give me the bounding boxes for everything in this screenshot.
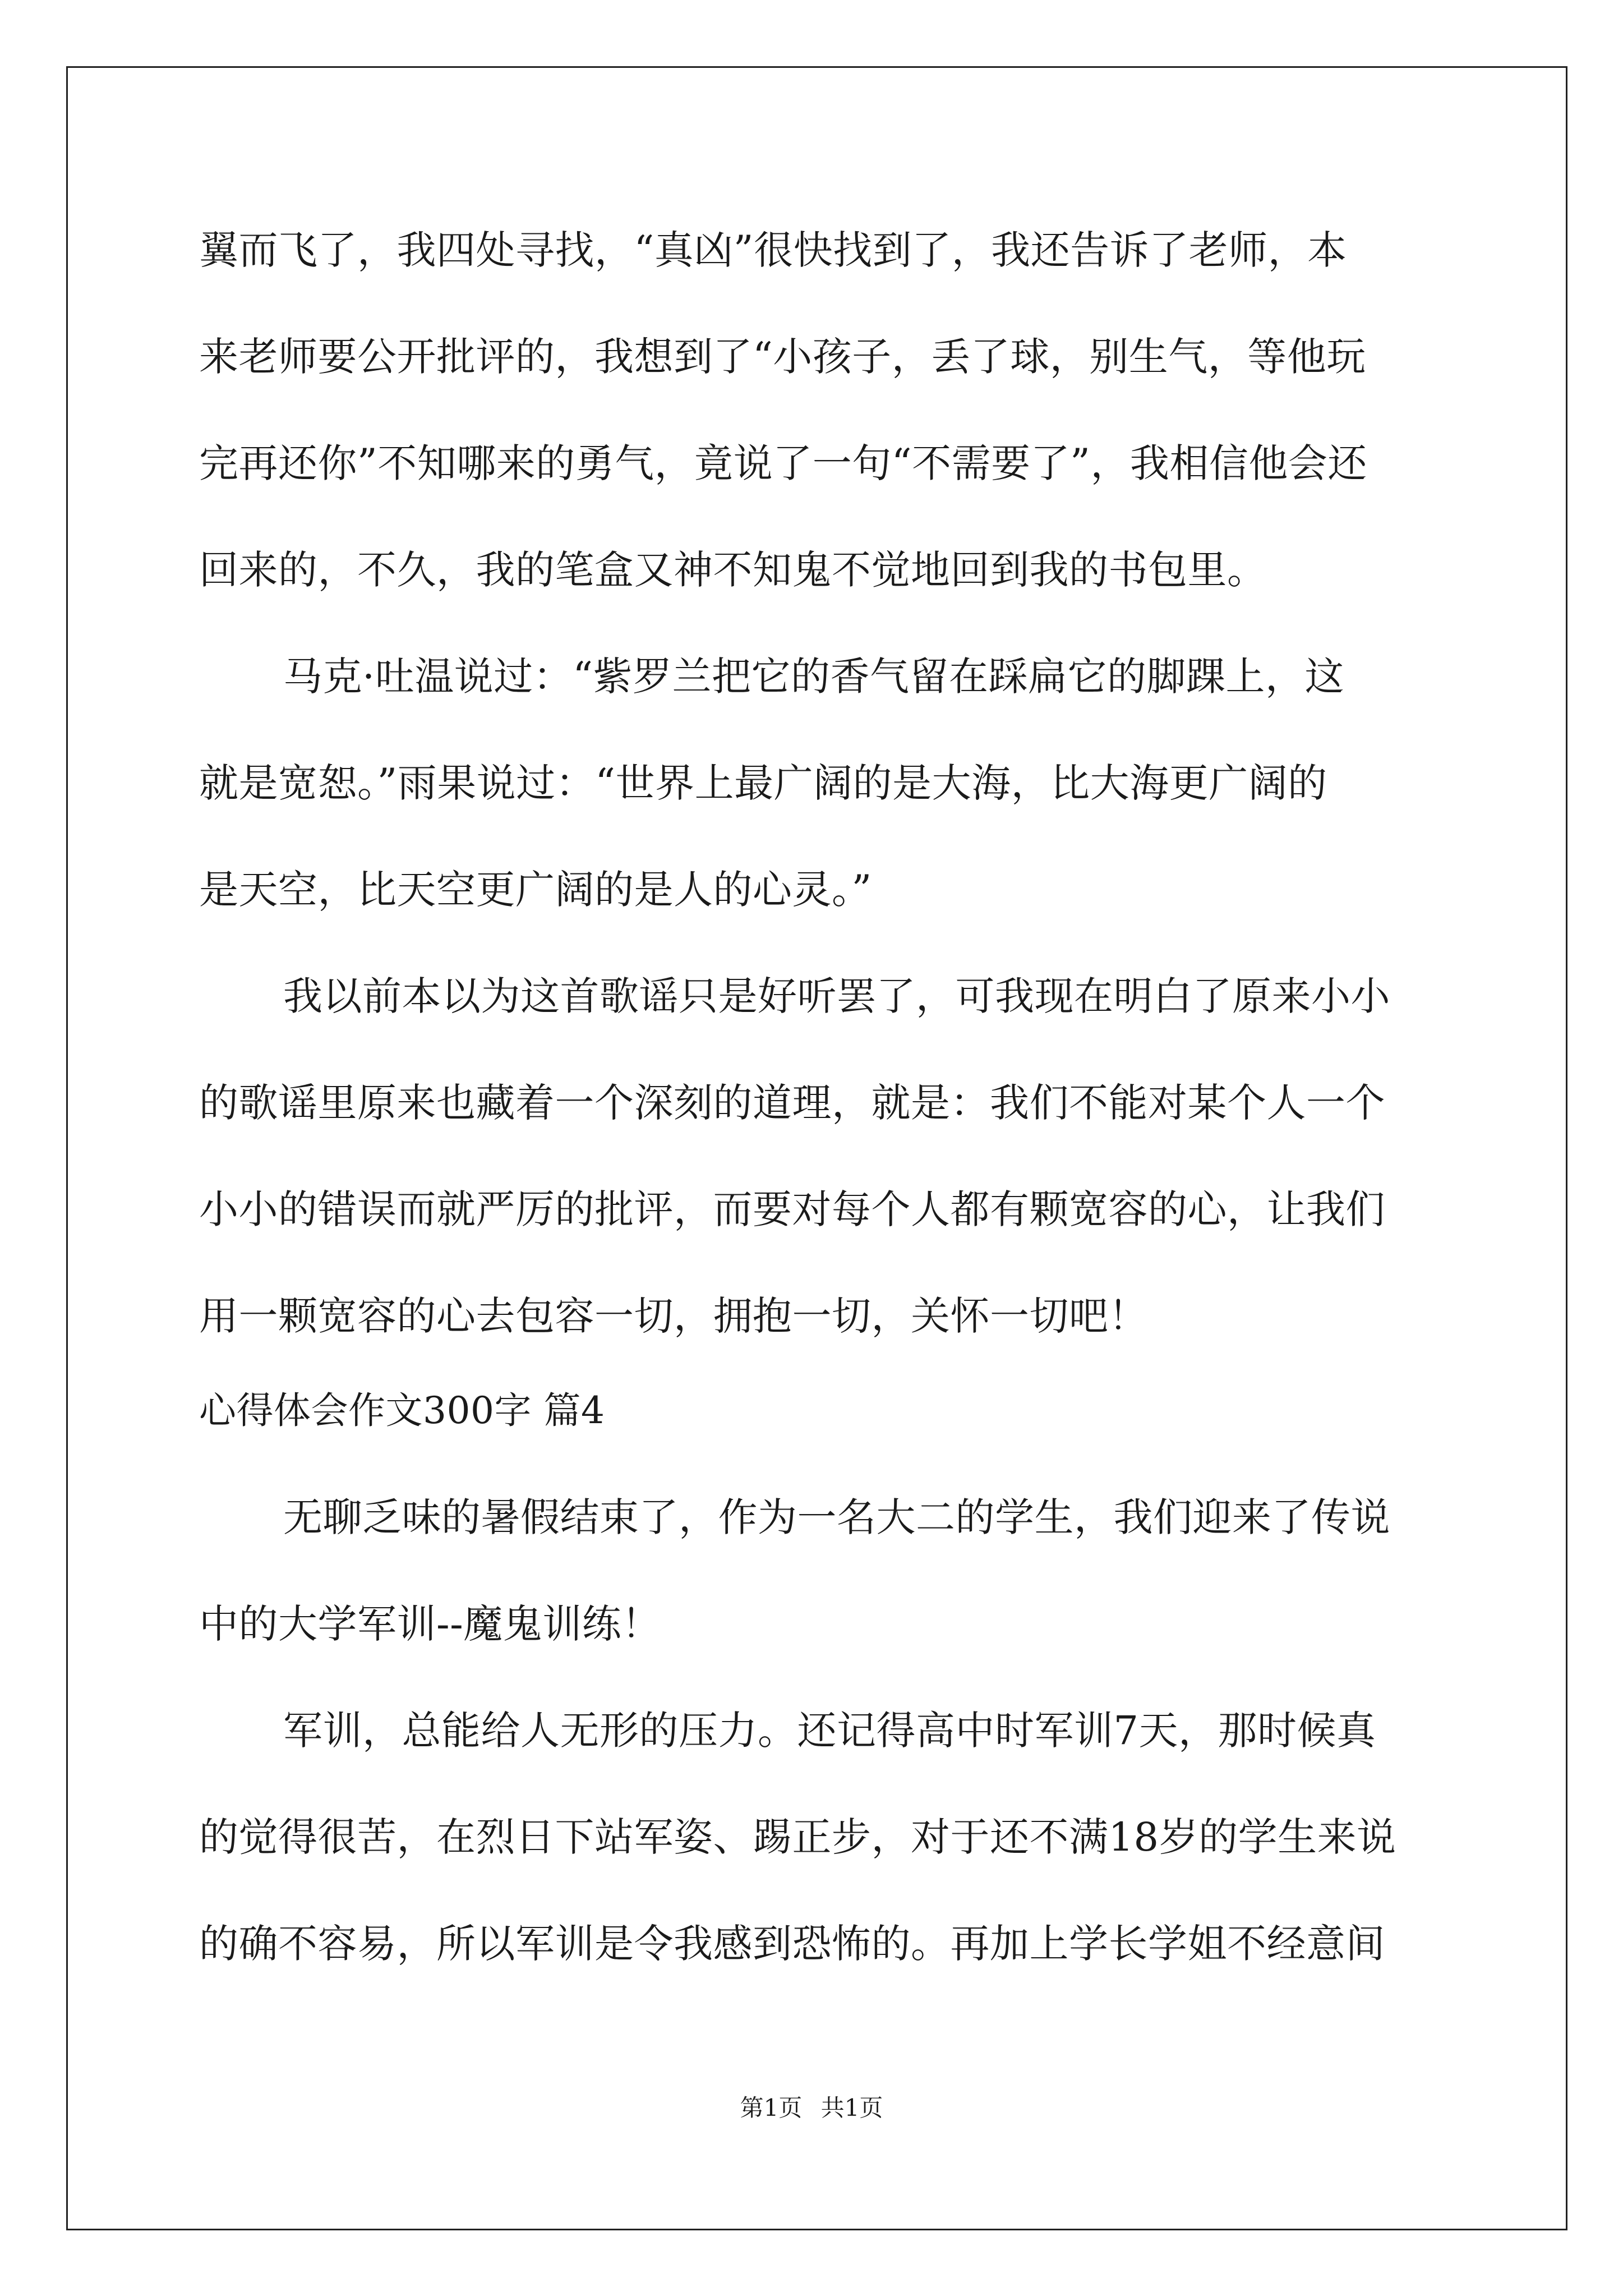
paragraph-line: 完再还你”不知哪来的勇气，竟说了一句“不需要了”，我相信他会还 [199,440,1367,486]
paragraph-line: 回来的，不久，我的笔盒又神不知鬼不觉地回到我的书包里。 [199,547,1267,593]
paragraph-line: 小小的错误而就严厉的批评，而要对每个人都有颗宽容的心，让我们 [199,1186,1385,1232]
paragraph-line: 就是宽恕。”雨果说过：“世界上最广阔的是大海，比大海更广阔的 [199,760,1327,806]
section-heading: 心得体会作文300字 篇4 [199,1389,605,1432]
paragraph-line: 的觉得很苦，在烈日下站军姿、踢正步，对于还不满18岁的学生来说 [199,1814,1396,1860]
paragraph-line: 翼而飞了，我四处寻找，“真凶”很快找到了，我还告诉了老师，本 [199,227,1347,273]
paragraph-line: 是天空，比天空更广阔的是人的心灵。” [199,867,872,913]
paragraph-line: 的确不容易，所以军训是令我感到恐怖的。再加上学长学姐不经意间 [199,1921,1385,1967]
paragraph-line: 军训，总能给人无形的压力。还记得高中时军训7天，那时候真 [283,1708,1376,1754]
paragraph-line: 我以前本以为这首歌谣只是好听罢了，可我现在明白了原来小小 [283,973,1390,1019]
paragraph-line: 来老师要公开批评的，我想到了“小孩子，丢了球，别生气，等他玩 [199,334,1366,380]
paragraph-line: 的歌谣里原来也藏着一个深刻的道理，就是：我们不能对某个人一个 [199,1080,1385,1126]
paragraph-line: 无聊乏味的暑假结束了，作为一名大二的学生，我们迎来了传说 [283,1494,1390,1540]
page-border [66,66,1567,2230]
paragraph-line: 马克·吐温说过：“紫罗兰把它的香气留在踩扁它的脚踝上，这 [283,654,1345,700]
page-footer: 第1页 共1页 [740,2094,883,2122]
paragraph-line: 用一颗宽容的心去包容一切，拥抱一切，关怀一切吧！ [199,1293,1148,1339]
paragraph-line: 中的大学军训--魔鬼训练！ [199,1601,661,1647]
